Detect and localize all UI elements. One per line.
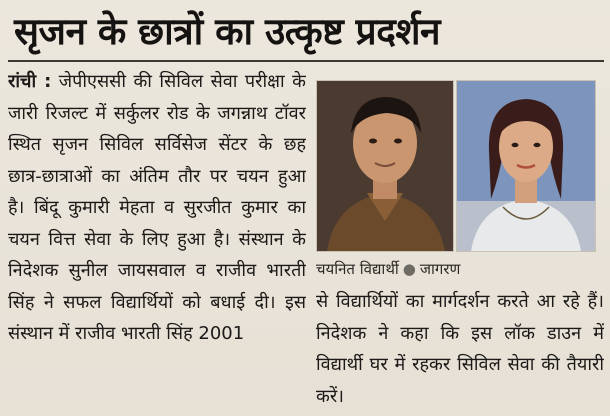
article-column-right [316, 286, 604, 412]
caption-separator: ● [402, 260, 416, 278]
portrait-illustration-female [457, 81, 595, 251]
student-photo-male [316, 80, 454, 252]
article-body-left: जेपीएससी की सिविल सेवा परीक्षा के जारी रिजल्ट में सर्कुलर रोड के जगन्नाथ टॉवर स्थित सृजन सिविल सर्विसेज सेंटर के छह छात्र-छात्राओं का अंतिम तौर पर चयन हुआ है। बिंदू कुमारी मेहता व सुरजीत कुमार का चयन वित्त सेवा के लिए हुआ है। संस्थान के निदेशक सुनील जायसवाल व राजीव भारती सिंह ने सफल विद्यार्थियों को बधाई दी। इस संस्थान में राजीव भारती सिंह 2001 [8, 71, 306, 344]
portrait-illustration-male [317, 81, 453, 251]
headline-rule [8, 60, 604, 62]
student-photo-female [456, 80, 596, 252]
article-body-right: से विद्यार्थियों का मार्गदर्शन करते आ रहे हैं। निदेशक ने कहा कि इस लॉक डाउन में विद्यार्थी घर में रहकर सिविल सेवा की तैयारी करें। [316, 291, 604, 407]
photo-group [316, 80, 594, 250]
article-paragraph-left [8, 66, 306, 350]
caption-source: जागरण [419, 260, 461, 278]
photo-caption [316, 258, 596, 280]
dateline: रांची : [8, 71, 52, 92]
caption-label: चयनित विद्यार्थी [316, 260, 399, 278]
headline: सृजन के छात्रों का उत्कृष्ट प्रदर्शन [14, 10, 441, 53]
article-column-left [8, 66, 306, 412]
